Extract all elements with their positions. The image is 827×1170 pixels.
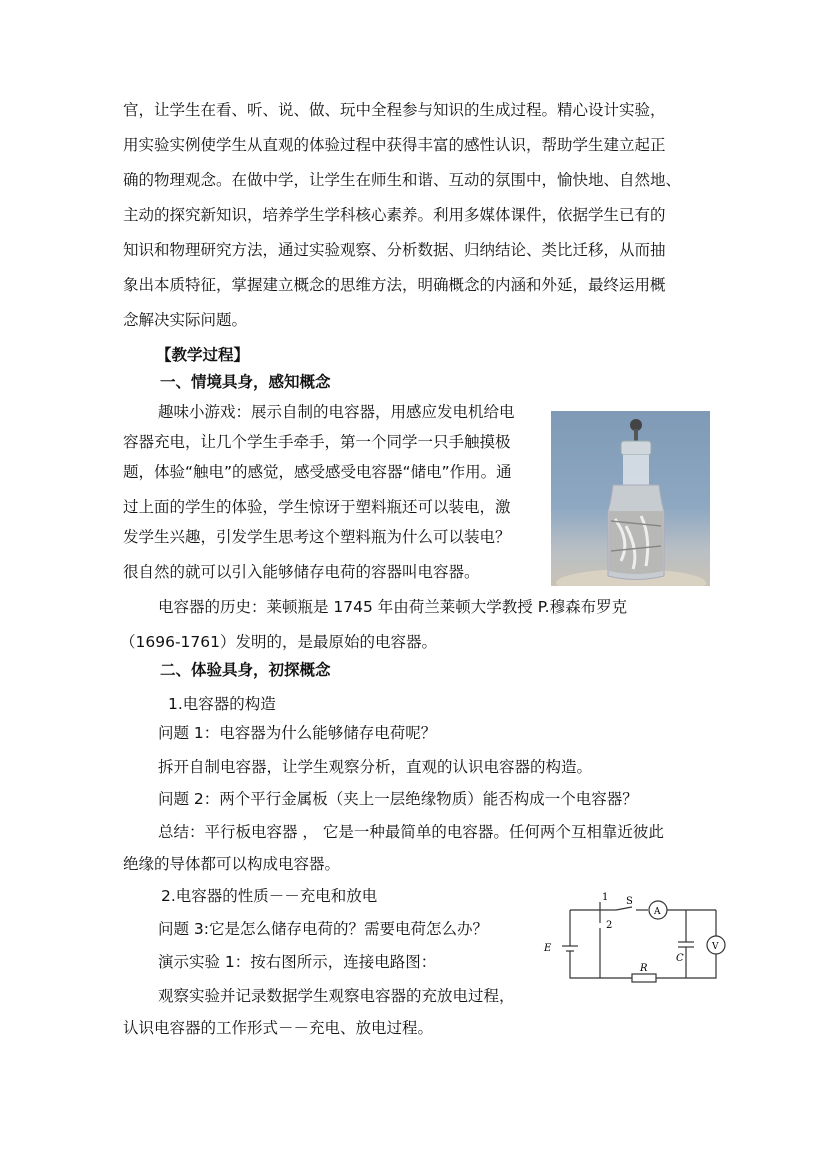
summary-line: 绝缘的导体都可以构成电容器。 [123, 855, 341, 873]
paragraph-line: 确的物理观念。在做中学，让学生在师生和谐、互动的氛围中，愉快地、自然地、 [123, 171, 682, 189]
paragraph-line: 念解决实际问题。 [123, 311, 248, 329]
section-1-line: 容器充电，让几个学生手牵手，第一个同学一只手触摸极 [123, 433, 511, 451]
question-3: 问题 3:它是怎么储存电荷的？需要电荷怎么办？ [158, 920, 489, 938]
section-1-line: 趣味小游戏：展示自制的电容器，用感应发电机给电 [158, 403, 515, 421]
subsection-1-title: 1.电容器的构造 [168, 695, 276, 713]
capacitor-label: C [676, 953, 684, 964]
paragraph-line: 主动的探究新知识，培养学生学科核心素养。利用多媒体课件，依据学生已有的 [123, 206, 666, 224]
circuit-label-switch: S [626, 896, 633, 907]
history-line: （1696-1761）发明的，是最原始的电容器。 [120, 633, 437, 651]
demo-1-text: 演示实验 1：按右图所示，连接电路图： [158, 953, 437, 971]
section-2-title: 二、体验具身，初探概念 [160, 661, 331, 679]
subsection-2-title: 2.电容器的性质－－充电和放电 [161, 887, 378, 905]
ammeter-label: A [654, 907, 661, 917]
section-1-line: 过上面的学生的体验，学生惊讶于塑料瓶还可以装电，激 [123, 498, 511, 516]
paragraph-line: 知识和物理研究方法，通过实验观察、分析数据、归纳结论、类比迁移，从而抽 [123, 241, 666, 259]
section-1-title: 一、情境具身，感知概念 [160, 373, 331, 391]
leyden-jar-illustration [551, 411, 710, 586]
observe-line: 认识电容器的工作形式－－充电、放电过程。 [123, 1019, 434, 1037]
observe-line: 观察实验并记录数据学生观察电容器的充放电过程， [158, 987, 515, 1005]
leyden-jar-photo [551, 411, 710, 586]
disassemble-text: 拆开自制电容器，让学生观察分析，直观的认识电容器的构造。 [158, 758, 593, 776]
paragraph-line: 官，让学生在看、听、说、做、玩中全程参与知识的生成过程。精心设计实验， [123, 101, 666, 119]
circuit-diagram [536, 888, 731, 983]
resistor-label: R [640, 963, 648, 974]
paragraph-line: 象出本质特征，掌握建立概念的思维方法，明确概念的内涵和外延，最终运用概 [123, 276, 666, 294]
summary-line: 总结：平行板电容器 ， 它是一种最简单的电容器。任何两个互相靠近彼此 [158, 823, 664, 841]
history-line: 电容器的历史：莱顿瓶是 1745 年由荷兰莱顿大学教授 P.穆森布罗克 [158, 598, 628, 616]
question-1: 问题 1：电容器为什么能够储存电荷呢？ [158, 724, 437, 742]
section-1-line: 很自然的就可以引入能够储存电荷的容器叫电容器。 [123, 563, 480, 581]
circuit-label-2: 2 [606, 920, 613, 931]
teaching-process-heading: 【教学过程】 [156, 346, 250, 364]
question-2: 问题 2：两个平行金属板（夹上一层绝缘物质）能否构成一个电容器？ [158, 790, 638, 808]
voltmeter-label: V [712, 942, 719, 952]
section-1-line: 发学生兴趣，引发学生思考这个塑料瓶为什么可以装电？ [123, 528, 511, 546]
paragraph-line: 用实验实例使学生从直观的体验过程中获得丰富的感性认识，帮助学生建立起正 [123, 136, 666, 154]
section-1-line: 题，体验“触电”的感觉，感受感受电容器“储电”作用。通 [123, 463, 512, 481]
circuit-label-1: 1 [602, 892, 609, 903]
emf-label: E [544, 943, 552, 954]
